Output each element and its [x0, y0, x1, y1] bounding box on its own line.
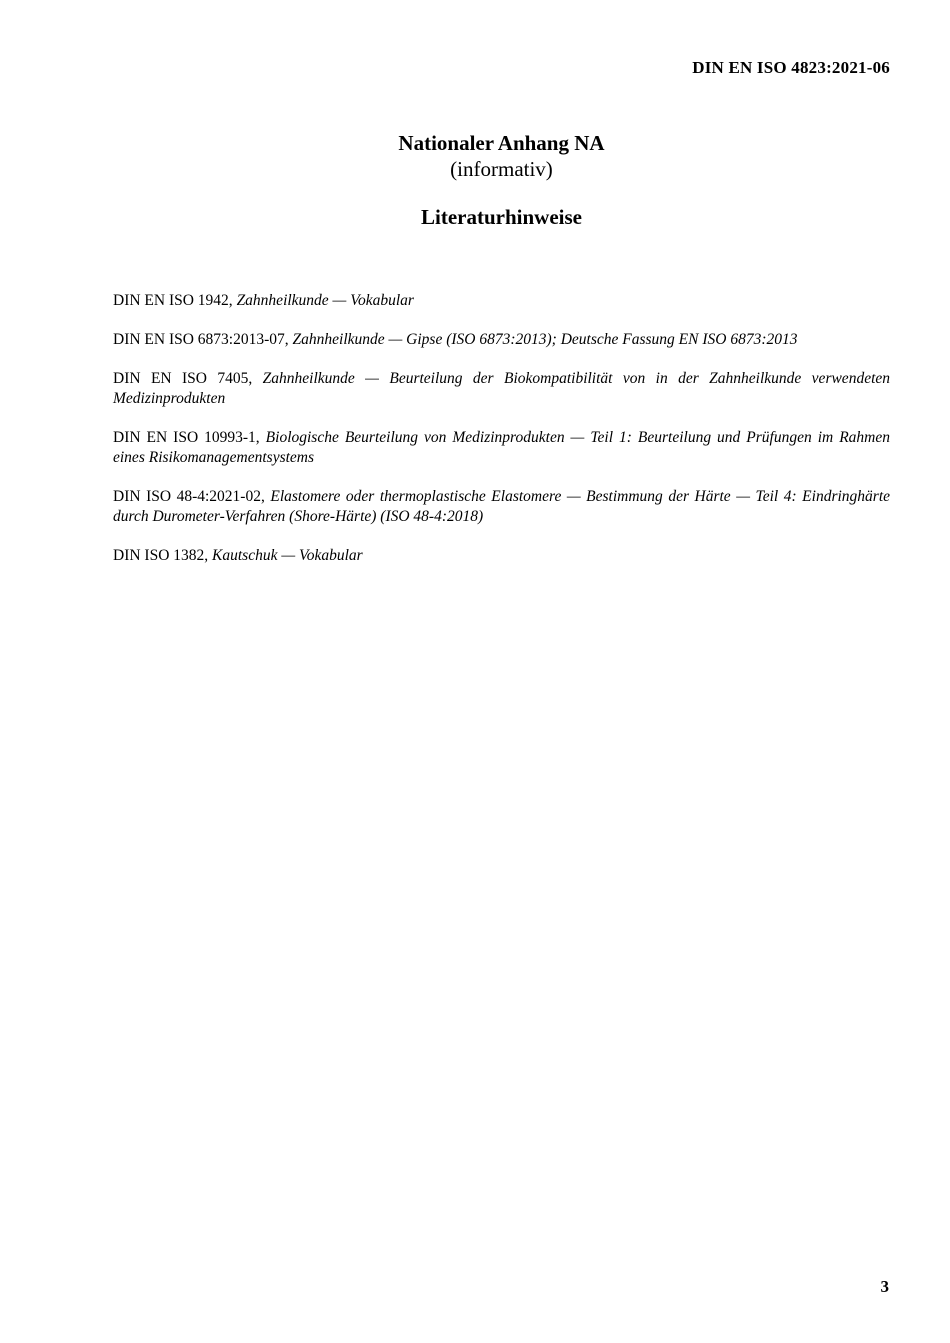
reference-item [113, 291, 890, 311]
reference-code: DIN EN ISO 1942, [113, 292, 237, 309]
reference-code: DIN ISO 1382, [113, 547, 213, 564]
reference-code: DIN EN ISO 10993-1, [113, 429, 266, 446]
reference-title: Kautschuk — Vokabular [212, 547, 363, 564]
annex-subtitle: (informativ) [450, 157, 553, 181]
reference-title: Zahnheilkunde — Beurteilung der Biokompatibilität von in der Zahnheilkunde verwendeten Medizinprodukten [113, 370, 891, 407]
reference-title: Zahnheilkunde — Gipse (ISO 6873:2013); Deutsche Fassung EN ISO 6873:2013 [292, 331, 798, 348]
reference-list [113, 291, 890, 585]
document-id: DIN EN ISO 4823:2021-06 [692, 58, 890, 77]
reference-item [113, 428, 890, 468]
reference-code: DIN ISO 48-4:2021-02, [113, 488, 271, 505]
section-title: Literaturhinweise [421, 205, 582, 229]
annex-heading [0, 130, 950, 181]
reference-title: Biologische Beurteilung von Medizinprodukten — Teil 1: Beurteilung und Prüfungen im Rahmen eines Risikomanagementsystems [113, 429, 890, 466]
reference-code: DIN EN ISO 7405, [113, 370, 263, 387]
page-number: 3 [880, 1277, 889, 1296]
reference-item [113, 369, 890, 409]
annex-title: Nationaler Anhang NA [398, 131, 605, 155]
reference-title: Zahnheilkunde — Vokabular [236, 292, 414, 309]
reference-item [113, 330, 890, 350]
reference-code: DIN EN ISO 6873:2013-07, [113, 331, 293, 348]
reference-item [113, 546, 890, 566]
reference-item [113, 487, 890, 527]
reference-title: Elastomere oder thermoplastische Elastomere — Bestimmung der Härte — Teil 4: Eindringhärte durch Durometer-Verfahren (Shore-Härte) (ISO 48-4:2018) [113, 488, 891, 525]
